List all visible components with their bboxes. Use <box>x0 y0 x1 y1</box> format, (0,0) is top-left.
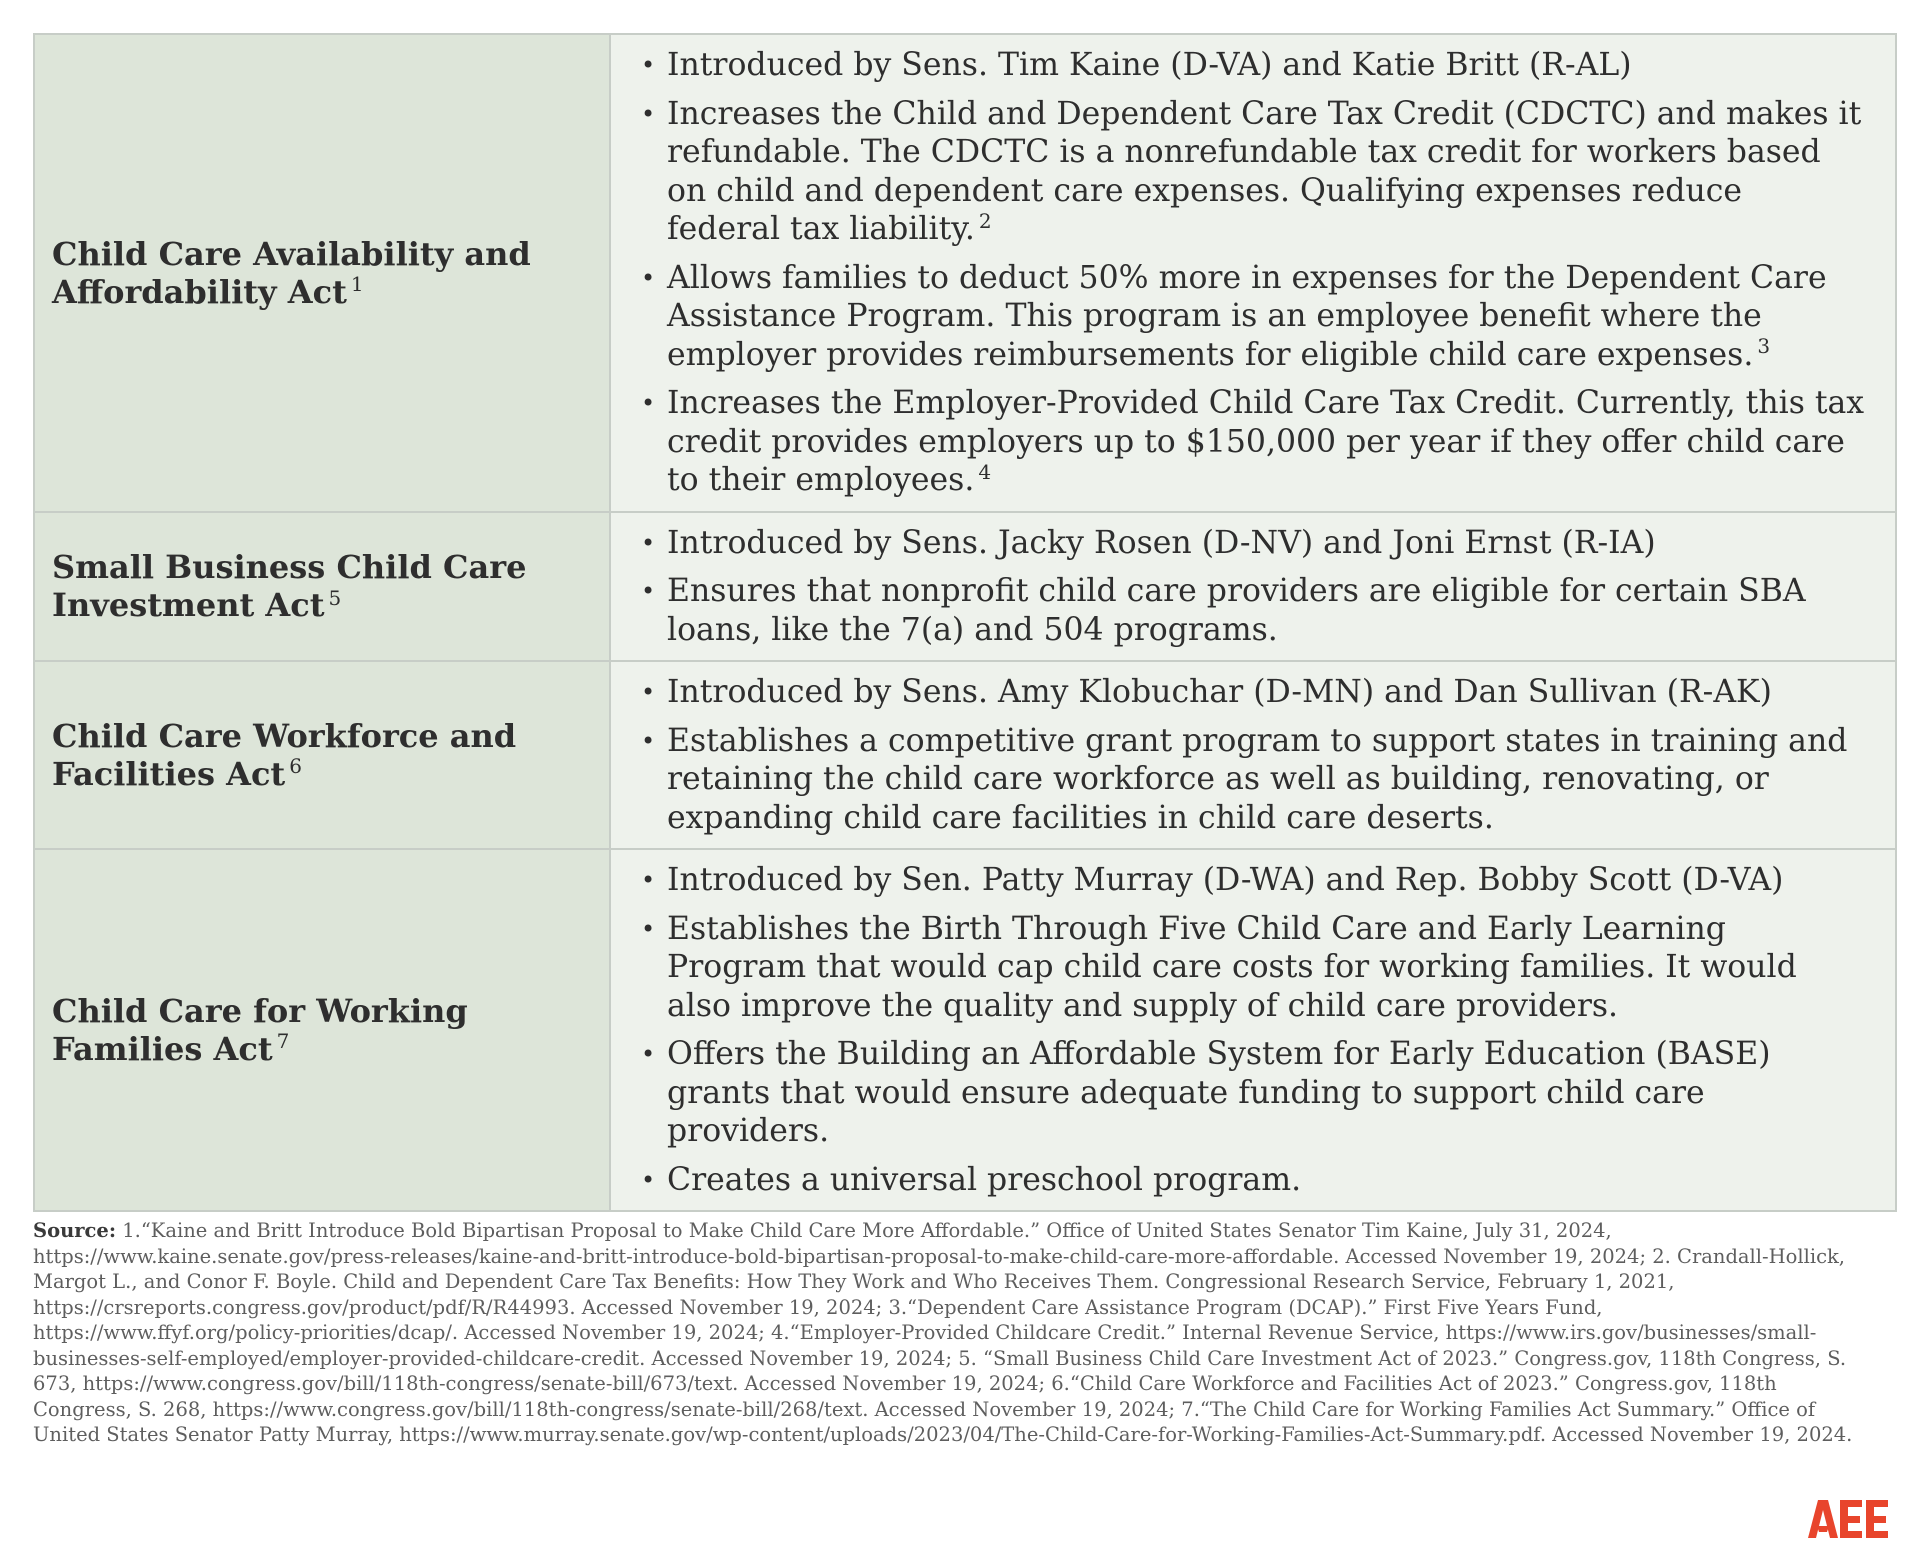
bullet-dot-icon: • <box>641 51 656 79</box>
list-item <box>641 673 1865 712</box>
bullet-text: Increases the Employer-Provided Child Care Tax Credit. Currently, this tax credit provides employers up to $150,000 per year if they offer child care to their employees. <box>667 385 1865 498</box>
list-item <box>641 524 1865 563</box>
bill-name-cell <box>34 34 610 512</box>
bill-name-cell <box>34 661 610 849</box>
list-item <box>641 259 1865 375</box>
bullet-text: Creates a universal preschool program. <box>667 1161 1302 1198</box>
source-citation <box>33 1218 1863 1448</box>
bill-details-cell <box>610 512 1896 662</box>
bullet-text: Establishes a competitive grant program to support states in training and retaining the child care workforce as well as building, renovating, or expanding child care facilities in child care deserts. <box>667 722 1848 836</box>
bullet-text: Allows families to deduct 50% more in expenses for the Dependent Care Assistance Program. This program is an employee benefit where the employer provides reimbursements for eligible child care expenses. <box>667 259 1827 373</box>
list-item <box>641 95 1865 249</box>
bullet-dot-icon: • <box>641 99 656 128</box>
table-row <box>34 661 1896 849</box>
bill-details-cell <box>610 849 1896 1211</box>
list-item <box>641 1035 1865 1151</box>
bill-name-text: Child Care for Working Families Act <box>52 992 468 1068</box>
bullet-dot-icon: • <box>641 263 656 292</box>
bullet-footnote-marker: 3 <box>1757 334 1771 358</box>
bill-name-cell <box>34 512 610 662</box>
table-row <box>34 34 1896 512</box>
list-item <box>641 910 1865 1026</box>
bills-table <box>33 33 1897 1212</box>
table-row <box>34 512 1896 662</box>
bullet-text: Introduced by Sens. Amy Klobuchar (D-MN) and Dan Sullivan (R-AK) <box>667 674 1772 710</box>
bullet-text: Introduced by Sens. Tim Kaine (D-VA) and Katie Britt (R-AL) <box>667 47 1632 83</box>
bill-name-cell <box>34 849 610 1211</box>
list-item <box>641 46 1865 85</box>
bullet-dot-icon: • <box>641 678 656 706</box>
bills-table-body <box>34 34 1896 1211</box>
bill-details-cell <box>610 661 1896 849</box>
bullet-text: Ensures that nonprofit child care providers are eligible for certain SBA loans, like the 7(a) and 504 programs. <box>667 573 1806 648</box>
bullet-dot-icon: • <box>641 528 656 557</box>
bill-footnote-marker: 5 <box>328 585 342 610</box>
bill-name <box>52 717 589 793</box>
bullet-footnote-marker: 2 <box>978 208 992 233</box>
bill-name <box>52 992 589 1068</box>
bullet-text: Increases the Child and Dependent Care Tax Credit (CDCTC) and makes it refundable. The CDCTC is a nonrefundable tax credit for workers based on child and dependent care expenses. Qualifying expenses reduce federal tax liability. <box>667 95 1862 247</box>
bullet-text: Introduced by Sen. Patty Murray (D-WA) and Rep. Bobby Scott (D-VA) <box>667 862 1784 898</box>
source-text: 1.“Kaine and Britt Introduce Bold Bipartisan Proposal to Make Child Care More Affordable.” Office of United States Senator Tim Kaine, July 31, 2024, https://www.kaine.senate.gov/press-releases/kaine-and-britt-introduce-bold-bipartisan-proposal-to-make-child-care-more-affordable. Accessed November 19, 2024; 2. Crandall-Hollick, Margot L., and Conor F. Boyle. Child and Dependent Care Tax Benefits: How They Work and Who Receives Them. Congressional Research Service, February 1, 2021, https://crsreports.congress.gov/product/pdf/R/R44993. Accessed November 19, 2024; 3.“Dependent Care Assistance Program (DCAP).” First Five Years Fund, https://www.ffyf.org/policy-priorities/dcap/. Accessed November 19, 2024; 4.“Employer-Provided Childcare Credit.” Internal Revenue Service, https://www.irs.gov/businesses/small-businesses-self-employed/employer-provided-childcare-credit. Accessed November 19, 2024; 5. “Small Business Child Care Investment Act of 2023.” Congress.gov, 118th Congress, S. 673, https://www.congress.gov/bill/118th-congress/senate-bill/673/text. Accessed November 19, 2024; 6.“Child Care Workforce and Facilities Act of 2023.” Congress.gov, 118th Congress, S. 268, https://www.congress.gov/bill/118th-congress/senate-bill/268/text. Accessed November 19, 2024; 7.“The Child Care for Working Families Act Summary.” Office of United States Senator Patty Murray, https://www.murray.senate.gov/wp-content/uploads/2023/04/The-Child-Care-for-Working-Families-Act-Summary.pdf. Accessed November 19, 2024. <box>33 1219 1853 1446</box>
bullet-dot-icon: • <box>641 1040 656 1068</box>
bill-name-text: Small Business Child Care Investment Act <box>52 548 527 625</box>
bullet-dot-icon: • <box>641 577 656 605</box>
list-item <box>641 861 1865 900</box>
bullet-dot-icon: • <box>641 726 656 755</box>
list-item <box>641 572 1865 649</box>
list-item <box>641 722 1865 838</box>
list-item <box>641 1161 1865 1200</box>
bill-footnote-marker: 6 <box>289 754 302 779</box>
bill-name <box>52 548 589 624</box>
bullet-text: Introduced by Sens. Jacky Rosen (D-NV) and Joni Ernst (R-IA) <box>667 524 1656 561</box>
source-label: Source: <box>33 1219 117 1242</box>
bills-table-container <box>33 33 1897 1212</box>
bullet-text: Establishes the Birth Through Five Child Care and Early Learning Program that would cap child care costs for working families. It would also improve the quality and supply of child care providers. <box>667 910 1797 1024</box>
bill-details-list <box>641 46 1865 500</box>
aee-logo <box>1808 1498 1890 1540</box>
list-item <box>641 384 1865 500</box>
bullet-footnote-marker: 4 <box>978 459 992 484</box>
bullet-text: Offers the Building an Affordable System for Early Education (BASE) grants that would ensure adequate funding to support child care providers. <box>667 1036 1771 1149</box>
bill-details-list <box>641 524 1865 650</box>
bullet-dot-icon: • <box>641 1165 656 1194</box>
table-row <box>34 849 1896 1211</box>
bill-name <box>52 235 589 311</box>
bill-name-text: Child Care Workforce and Facilities Act <box>52 717 517 793</box>
bill-details-cell <box>610 34 1896 512</box>
bullet-dot-icon: • <box>641 914 656 943</box>
bullet-dot-icon: • <box>641 389 656 417</box>
bill-details-list <box>641 861 1865 1199</box>
bill-details-list <box>641 673 1865 837</box>
bill-name-text: Child Care Availability and Affordability Act <box>52 234 531 311</box>
bill-footnote-marker: 1 <box>350 272 364 297</box>
bill-footnote-marker: 7 <box>276 1029 290 1054</box>
bullet-dot-icon: • <box>641 866 656 894</box>
